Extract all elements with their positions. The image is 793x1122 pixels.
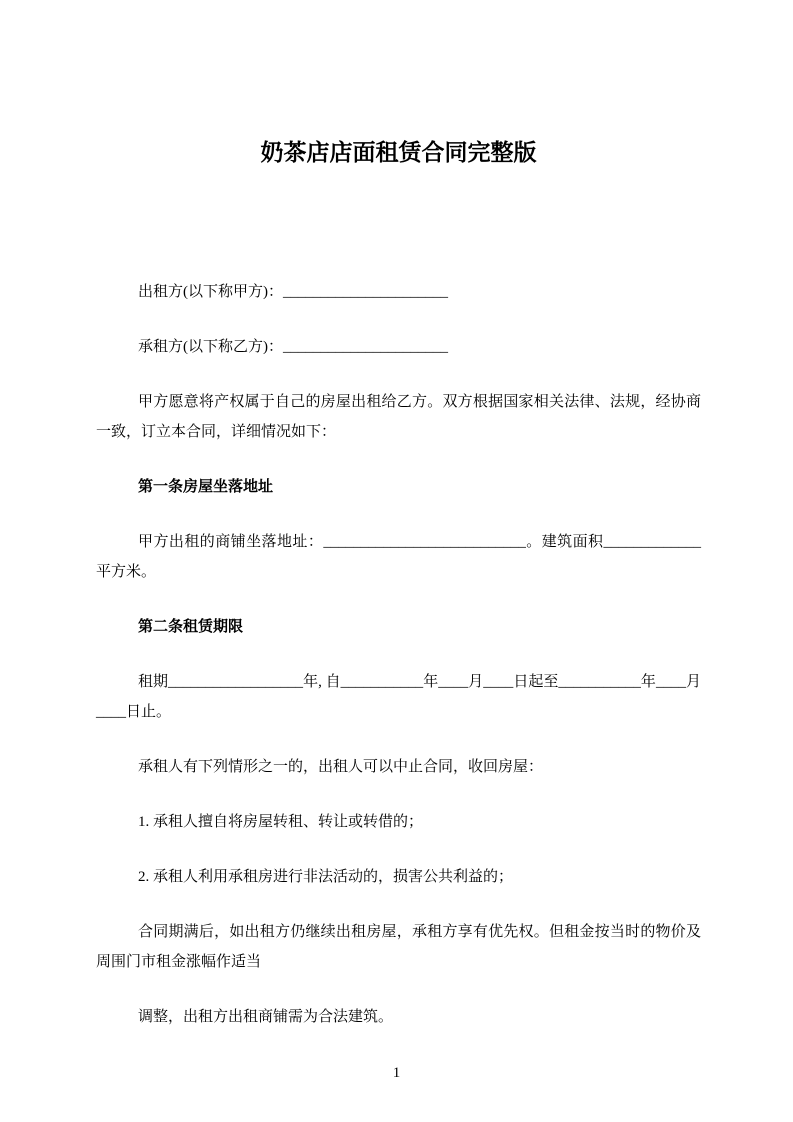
- preamble-paragraph: 甲方愿意将产权属于自己的房屋出租给乙方。双方根据国家相关法律、法规，经协商一致，订立本合同，详细情况如下：: [96, 394, 701, 440]
- article-1-heading: 第一条房屋坐落地址: [138, 479, 274, 495]
- lessee-line: 承租方(以下称乙方)：______________________: [138, 339, 448, 355]
- article-1-address-line: 甲方出租的商铺坐落地址：___________________________。建筑面积_____________平方米。: [96, 534, 701, 580]
- renewal-priority-paragraph: 合同期满后，如出租方仍继续出租房屋，承租方享有优先权。但租金按当时的物价及周围门市租金涨幅作适当: [96, 924, 701, 970]
- lessor-line: 出租方(以下称甲方)：______________________: [138, 284, 448, 300]
- page-number: 1: [392, 1065, 401, 1081]
- adjustment-paragraph: 调整，出租方出租商铺需为合法建筑。: [138, 1009, 394, 1025]
- document-title: 奶茶店店面租赁合同完整版: [260, 139, 537, 165]
- article-2-heading: 第二条租赁期限: [138, 619, 244, 635]
- termination-item-2: 2. 承租人利用承租房进行非法活动的，损害公共利益的；: [138, 869, 514, 885]
- termination-item-1: 1. 承租人擅自将房屋转租、转让或转借的；: [138, 814, 424, 830]
- lease-term-line: 租期__________________年, 自___________年____月____日起至___________年____月____日止。: [96, 674, 701, 720]
- termination-conditions-intro: 承租人有下列情形之一的，出租人可以中止合同，收回房屋：: [138, 759, 544, 775]
